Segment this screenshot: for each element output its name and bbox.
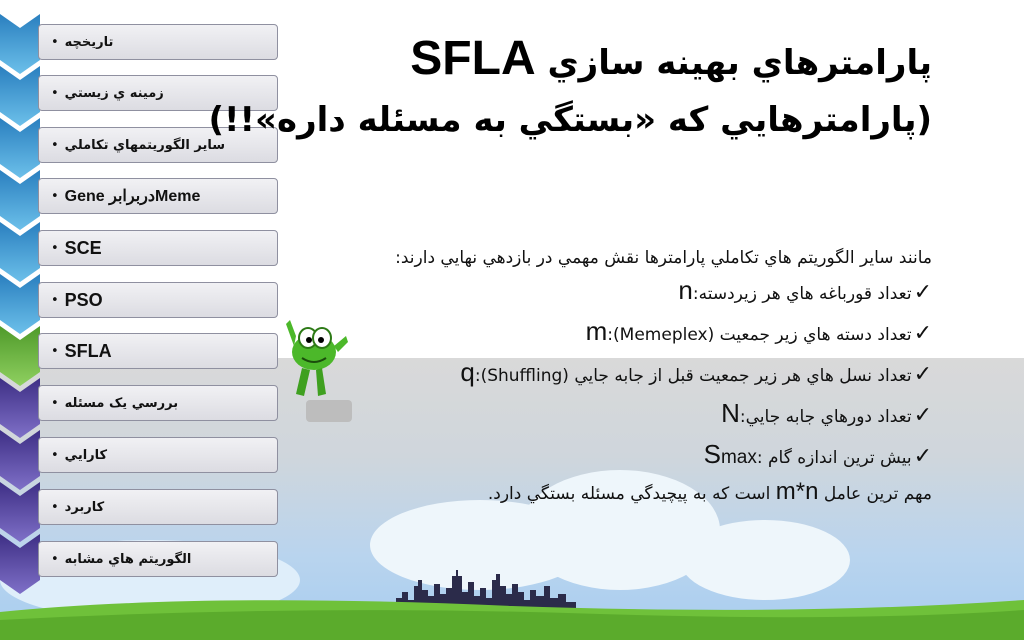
cloud-shape bbox=[680, 520, 850, 600]
slide-title bbox=[208, 32, 932, 150]
param-bullet bbox=[282, 272, 932, 313]
menu-item-label: SFLA bbox=[64, 340, 112, 361]
menu-item-label: كاربرد bbox=[64, 499, 105, 515]
menu-item-label: كارايي bbox=[64, 447, 108, 463]
bullet: • bbox=[51, 395, 59, 411]
bullet: • bbox=[51, 240, 59, 256]
title-text-fa: پارامترهاي بهينه سازي bbox=[547, 43, 932, 83]
param-bullet bbox=[282, 395, 932, 436]
param-symbol: m bbox=[585, 316, 608, 346]
menu-item-pso[interactable] bbox=[38, 282, 278, 318]
param-bullet bbox=[282, 313, 932, 354]
checkmark-icon: ✓ bbox=[913, 444, 932, 469]
checkmark-icon: ✓ bbox=[913, 403, 932, 428]
param-text: تعداد نسل هاي هر زير جمعيت قبل از جابه جايي (Shuffling): bbox=[474, 366, 912, 386]
grass-hill bbox=[0, 592, 1024, 640]
menu-item-label: تاريخچه bbox=[64, 34, 114, 50]
bullet: • bbox=[51, 499, 59, 515]
slide-body bbox=[282, 244, 932, 509]
bullet: • bbox=[51, 188, 59, 204]
param-bullet bbox=[282, 354, 932, 395]
param-symbol: S bbox=[703, 439, 721, 469]
footer-post: است كه به پيچيدگي مسئله بستگي دارد. bbox=[487, 484, 771, 504]
menu-item-label: بررسي یک مسئله bbox=[64, 395, 179, 411]
param-text: بيش ترين اندازه گام : bbox=[756, 448, 912, 468]
footer-note bbox=[282, 477, 932, 509]
checkmark-icon: ✓ bbox=[913, 280, 932, 305]
menu-item-sce[interactable] bbox=[38, 230, 278, 266]
bullet: • bbox=[51, 447, 59, 463]
menu-item-application[interactable] bbox=[38, 489, 278, 525]
footer-symbol: m*n bbox=[775, 478, 819, 505]
checkmark-icon: ✓ bbox=[913, 321, 932, 346]
param-symbol: n bbox=[678, 275, 693, 305]
param-symbol: q bbox=[460, 357, 475, 387]
menu-item-label: Gene دربرابرMeme bbox=[64, 188, 201, 205]
param-subscript: max bbox=[720, 447, 757, 468]
bullet: • bbox=[51, 34, 59, 50]
menu-item-problem-study[interactable] bbox=[38, 385, 278, 421]
title-line-1 bbox=[292, 32, 932, 90]
menu-item-label: ساير الگوريتمهاي تكاملي bbox=[64, 137, 226, 153]
menu-item-label: الگوريتم هاي مشابه bbox=[64, 551, 192, 567]
intro-text: مانند ساير الگوريتم هاي تكاملي پارامترها نقش مهمي در بازدهي نهايي دارند: bbox=[395, 248, 932, 268]
menu-item-label: زمينه ي زيستي bbox=[64, 85, 164, 101]
bullet: • bbox=[51, 292, 59, 308]
menu-item-sfla[interactable] bbox=[38, 333, 278, 369]
menu-item-performance[interactable] bbox=[38, 437, 278, 473]
menu-item-label: PSO bbox=[64, 289, 103, 310]
checkmark-icon: ✓ bbox=[913, 362, 932, 387]
param-text: تعداد قورباغه هاي هر زيردسته: bbox=[692, 284, 912, 304]
menu-item-history[interactable] bbox=[38, 24, 278, 60]
bullet: • bbox=[51, 551, 59, 567]
menu-item-similar-algorithms[interactable] bbox=[38, 541, 278, 577]
bullet: • bbox=[51, 343, 59, 359]
param-bullet bbox=[282, 436, 932, 477]
param-text: تعداد دسته هاي زير جمعيت (Memeplex): bbox=[607, 325, 912, 345]
menu-item-gene-vs-meme[interactable] bbox=[38, 178, 278, 214]
title-line-2: (پارامترهايي كه «بستگي به مسئله داره»!!) bbox=[208, 100, 932, 140]
title-text-en: SFLA bbox=[410, 32, 536, 85]
bullet: • bbox=[51, 137, 59, 153]
bullet: • bbox=[51, 85, 59, 101]
footer-pre: مهم ترين عامل bbox=[823, 484, 932, 504]
menu-item-label: SCE bbox=[64, 237, 102, 258]
param-text: تعداد دورهاي جابه جايي: bbox=[739, 407, 912, 427]
param-symbol: N bbox=[721, 398, 740, 428]
